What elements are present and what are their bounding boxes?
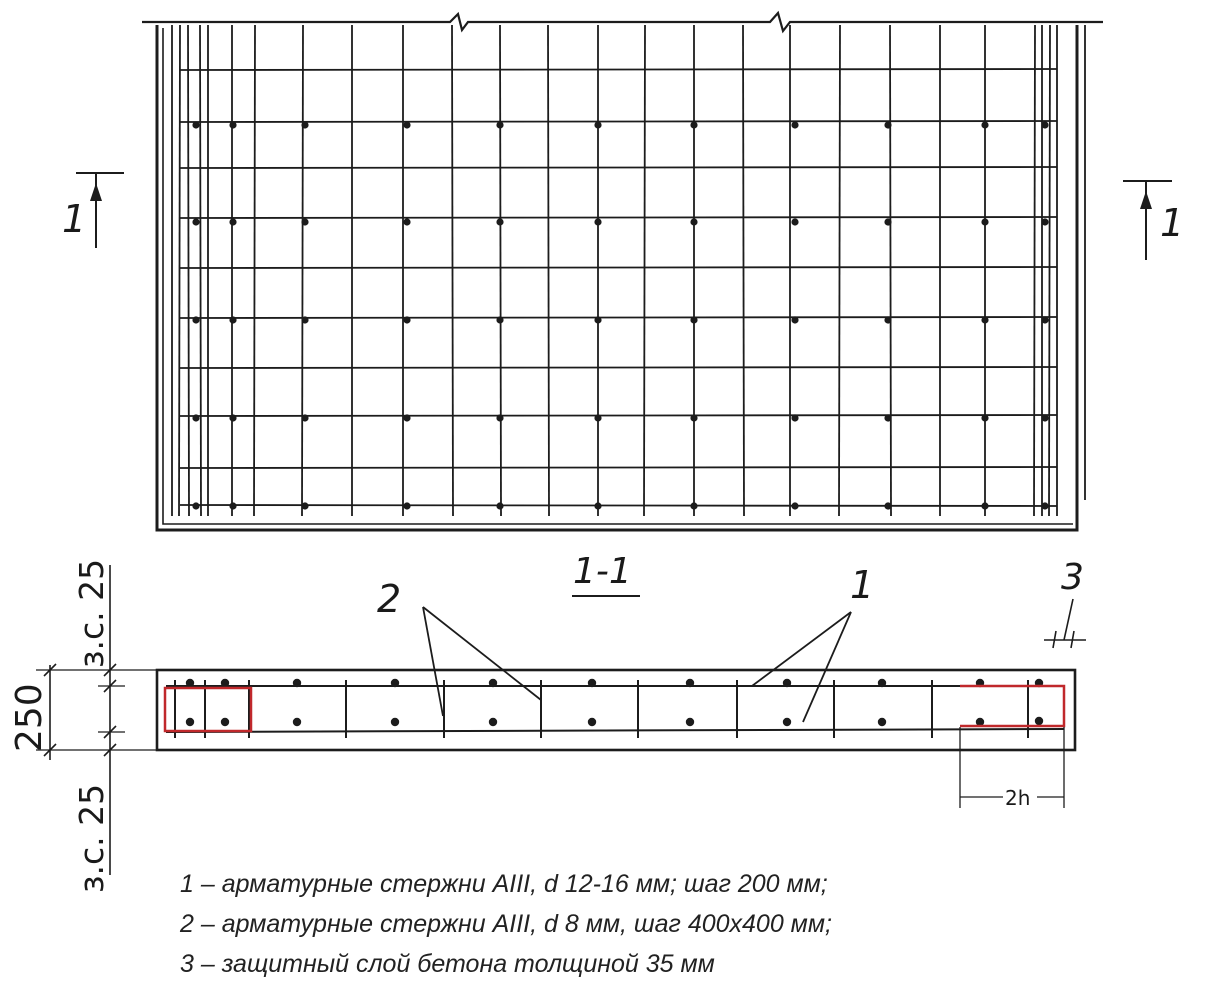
rebar-dot-bottom (221, 718, 229, 726)
rebar-dot-plan (301, 121, 308, 128)
rebar-dot-plan (1041, 121, 1048, 128)
mesh-bar-vertical (188, 25, 189, 516)
mesh-bar-horizontal (180, 69, 1057, 70)
rebar-dot-bottom (489, 718, 497, 726)
rebar-dot-plan (981, 316, 988, 323)
mesh-bar-vertical (1034, 25, 1035, 516)
dim-cover-bottom-label: з.с. 25 (72, 783, 111, 893)
rebar-dot-plan (229, 218, 236, 225)
rebar-dot-plan (1041, 414, 1048, 421)
rebar-dot-plan (403, 121, 410, 128)
rebar-dot-plan (1041, 218, 1048, 225)
rebar-dot-top (686, 679, 694, 687)
mesh-bar-horizontal (180, 367, 1057, 368)
reinforcement-mesh-plan (172, 25, 1057, 516)
mesh-bar-vertical (179, 25, 180, 516)
mesh-bar-vertical (500, 25, 501, 516)
section-view (9, 551, 1086, 893)
rebar-dot-plan (594, 502, 601, 509)
rebar-dot-plan (301, 218, 308, 225)
vertical-dimensions (9, 559, 160, 893)
rebar-dot-top (783, 679, 791, 687)
rebar-dot-plan (791, 414, 798, 421)
rebar-dot-top (293, 679, 301, 687)
rebar-dot-plan (229, 502, 236, 509)
callout-3-label: 3 (1061, 557, 1084, 598)
rebar-dot-plan (884, 414, 891, 421)
mesh-bar-vertical (302, 25, 303, 516)
rebar-dot-bottom (391, 718, 399, 726)
rebar-dot-plan (981, 502, 988, 509)
rebar-dot-top (186, 679, 194, 687)
mesh-bar-horizontal (180, 167, 1057, 168)
rebar-dot-plan (192, 414, 199, 421)
plan-view (62, 13, 1184, 530)
edge-zone-right (960, 686, 1064, 726)
rebar-dot-plan (981, 218, 988, 225)
callout-1-label: 1 (850, 563, 875, 607)
rebar-dot-plan (594, 121, 601, 128)
callout-3 (1044, 557, 1086, 648)
section-mark-left-label: 1 (62, 197, 87, 241)
mesh-bar-vertical (254, 25, 255, 516)
legend-item-2: 2 – арматурные стержни AIII, d 8 мм, шаг 400x400 мм; (180, 910, 832, 938)
rebar-dot-top (489, 679, 497, 687)
rebar-dot-top (878, 679, 886, 687)
rebar-dot-plan (981, 414, 988, 421)
rebar-dot-plan (884, 121, 891, 128)
rebar-dot-bottom (186, 718, 194, 726)
rebar-dot-plan (192, 316, 199, 323)
callout-1 (752, 563, 874, 722)
section-mark-right-label: 1 (1160, 201, 1185, 245)
rebar-dot-plan (496, 218, 503, 225)
rebar-dot-plan (981, 121, 988, 128)
rebar-dot-plan (301, 316, 308, 323)
rebar-dot-plan (301, 414, 308, 421)
rebar-dot-plan (229, 414, 236, 421)
rebar-dot-plan (229, 316, 236, 323)
mesh-bar-horizontal (180, 415, 1057, 416)
rebar-dot-plan (791, 121, 798, 128)
section-title: 1-1 (573, 551, 632, 592)
legend-item-1: 1 – арматурные стержни AIII, d 12-16 мм; шаг 200 мм; (180, 870, 828, 898)
rebar-dot-plan (496, 502, 503, 509)
rebar-dot-plan (192, 502, 199, 509)
rebar-dot-plan (884, 502, 891, 509)
plan-top-break-line (142, 13, 1103, 31)
rebar-dot-bottom (783, 718, 791, 726)
rebar-dot-bottom (588, 718, 596, 726)
edge-zone-left (165, 688, 251, 731)
rebar-dot-plan (1041, 316, 1048, 323)
rebar-dot-plan (594, 414, 601, 421)
rebar-dot-plan (690, 316, 697, 323)
slab-inner-outline-plan (163, 28, 1073, 524)
rebar-dot-top (221, 679, 229, 687)
rebar-dot-plan (690, 502, 697, 509)
callout-2 (377, 577, 541, 716)
rebar-dot-plan (403, 316, 410, 323)
mesh-bar-vertical (200, 25, 201, 516)
rebar-dot-plan (791, 218, 798, 225)
mesh-bar-vertical (890, 25, 891, 516)
rebar-dot-plan (791, 316, 798, 323)
rebar-dot-plan (403, 502, 410, 509)
rebar-dot-plan (496, 316, 503, 323)
rebar-dot-plan (690, 121, 697, 128)
legend-item-3: 3 – защитный слой бетона толщиной 35 мм (180, 950, 715, 978)
mesh-bar-horizontal (180, 267, 1057, 268)
rebar-dot-plan (690, 414, 697, 421)
mesh-bar-horizontal (180, 317, 1057, 318)
rebar-dot-plan (690, 218, 697, 225)
rebar-dot-plan (192, 121, 199, 128)
rebar-dot-plan (884, 316, 891, 323)
rebar-dots-plan (192, 121, 1048, 509)
rebar-dot-bottom (1035, 717, 1043, 725)
mesh-bar-vertical (839, 25, 840, 516)
rebar-dot-plan (496, 414, 503, 421)
rebar-dot-plan (192, 218, 199, 225)
rebar-dot-plan (496, 121, 503, 128)
rebar-dot-plan (403, 218, 410, 225)
mesh-bar-horizontal (180, 467, 1057, 468)
rebar-dot-plan (229, 121, 236, 128)
rebar-dot-plan (884, 218, 891, 225)
slab-outline-plan (157, 25, 1077, 530)
mesh-bar-vertical (1049, 25, 1050, 516)
mesh-bar-vertical (548, 25, 549, 516)
dim-total-label: 250 (9, 683, 50, 752)
legend (179, 870, 832, 978)
mesh-bar-vertical (743, 25, 744, 516)
rebar-dot-plan (594, 218, 601, 225)
callout-2-label: 2 (377, 577, 402, 621)
mesh-bar-horizontal (180, 505, 1057, 506)
section-mark-right (1123, 181, 1184, 260)
dim-cover-top-label: з.с. 25 (72, 558, 111, 668)
mesh-bar-horizontal (180, 217, 1057, 218)
dimension-2h (960, 727, 1064, 810)
rebar-dot-bottom (293, 718, 301, 726)
rebar-dot-plan (403, 414, 410, 421)
rebar-dot-bottom (878, 718, 886, 726)
rebar-dot-top (391, 679, 399, 687)
rebar-dot-plan (791, 502, 798, 509)
bottom-rebar-layer (166, 729, 1064, 732)
rebar-dot-plan (594, 316, 601, 323)
section-mark-left (62, 173, 124, 248)
rebar-dot-top (588, 679, 596, 687)
mesh-bar-horizontal (180, 121, 1057, 122)
mesh-bar-vertical (452, 25, 453, 516)
rebar-dot-bottom (686, 718, 694, 726)
rebar-dot-plan (1041, 502, 1048, 509)
rebar-dot-plan (301, 502, 308, 509)
dimension-2h-label: 2h (1005, 786, 1031, 810)
mesh-bar-vertical (644, 25, 645, 516)
